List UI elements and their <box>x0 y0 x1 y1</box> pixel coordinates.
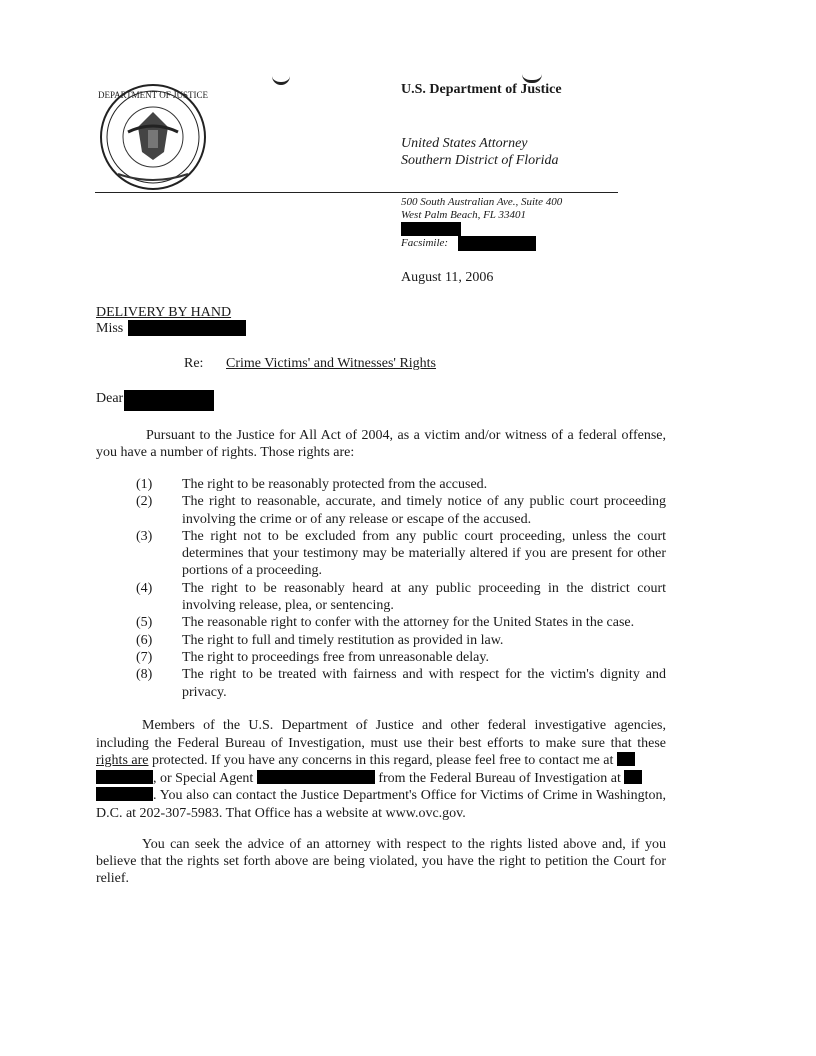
members-text-2: protected. If you have any concerns in this regard, please feel free to contact me at <box>148 753 614 769</box>
intro-paragraph: Pursuant to the Justice for All Act of 2004, as a victim and/or witness of a federal offense, you have a number of rights. Those rights are: <box>96 428 666 460</box>
office-line-2: Southern District of Florida <box>401 153 559 168</box>
right-text: The right to be treated with fairness and with respect for the victim's dignity and privacy. <box>182 667 666 700</box>
list-item <box>136 632 666 649</box>
address-line-2: West Palm Beach, FL 33401 <box>401 209 526 221</box>
list-item <box>136 528 666 580</box>
department-heading: U.S. Department of Justice <box>401 82 562 97</box>
list-item <box>136 649 666 666</box>
recipient-prefix: Miss <box>96 321 124 336</box>
right-text: The right to be reasonably heard at any public proceeding in the district court involving release, plea, or sentencing. <box>182 580 666 614</box>
scan-mark <box>272 76 290 85</box>
subject-title: Crime Victims' and Witnesses' Rights <box>226 356 437 371</box>
header-divider <box>95 192 618 193</box>
right-text: The right to proceedings free from unreasonable delay. <box>182 649 489 665</box>
address-block <box>401 196 562 222</box>
members-text-5: . You also can contact the Justice Department's Office for Victims of Crime in Washington, D.C. at 202-307-5983. That Office has a website at www.ovc.gov. <box>96 788 666 821</box>
list-item <box>136 476 666 493</box>
redaction <box>124 390 214 411</box>
re-label: Re: <box>184 356 204 371</box>
right-number: (4) <box>136 580 153 596</box>
right-number: (6) <box>136 632 153 648</box>
redaction <box>128 320 246 336</box>
rights-list <box>136 476 666 701</box>
right-text: The right to full and timely restitution as provided in law. <box>182 632 504 648</box>
redaction <box>624 770 642 784</box>
list-item <box>136 666 666 701</box>
right-number: (2) <box>136 494 153 510</box>
right-text: The right to reasonable, accurate, and timely notice of any public court proceeding involving the crime or of any release or escape of the accused. <box>182 494 666 527</box>
right-number: (8) <box>136 667 153 683</box>
redaction <box>401 222 461 236</box>
members-text-4: from the Federal Bureau of Investigation at <box>378 770 621 786</box>
right-number: (3) <box>136 528 153 544</box>
right-number: (5) <box>136 615 153 631</box>
redaction <box>96 770 153 784</box>
right-number: (7) <box>136 649 153 665</box>
right-text: The right not to be excluded from any public court proceeding, unless the court determines that your testimony may be materially altered if you are present for other portions of a proceeding. <box>182 528 666 579</box>
address-line-1: 500 South Australian Ave., Suite 400 <box>401 196 563 208</box>
redaction <box>617 752 635 766</box>
redaction <box>96 787 153 801</box>
greeting: Dear <box>96 391 124 406</box>
advice-paragraph: You can seek the advice of an attorney with respect to the rights listed above and, if you believe that the rights set forth above are being violated, you have the right to petition the Court for relief. <box>96 837 666 886</box>
right-text: The right to be reasonably protected from the accused. <box>182 477 488 492</box>
office-line-1: United States Attorney <box>401 136 528 151</box>
list-item <box>136 614 666 631</box>
members-paragraph <box>96 717 666 823</box>
right-number: (1) <box>136 477 153 492</box>
letter-date: August 11, 2006 <box>401 270 494 285</box>
list-item <box>136 580 666 615</box>
facsimile-label: Facsimile: <box>401 237 449 249</box>
members-text-3: , or Special Agent <box>153 770 254 786</box>
delivery-method: DELIVERY BY HAND <box>96 305 232 320</box>
members-underlined: rights are <box>96 753 149 769</box>
redaction <box>257 770 375 784</box>
doj-seal-icon <box>98 82 208 192</box>
members-text-1: Members of the U.S. Department of Justice and other federal investigative agencies, including the Federal Bureau of Investigation, must use their best efforts to make sure that these <box>96 718 666 751</box>
redaction <box>458 236 536 251</box>
right-text: The reasonable right to confer with the attorney for the United States in the case. <box>182 615 635 631</box>
seal-text: DEPARTMENT OF JUSTICE <box>98 90 208 100</box>
list-item <box>136 493 666 528</box>
office-block <box>401 135 559 169</box>
